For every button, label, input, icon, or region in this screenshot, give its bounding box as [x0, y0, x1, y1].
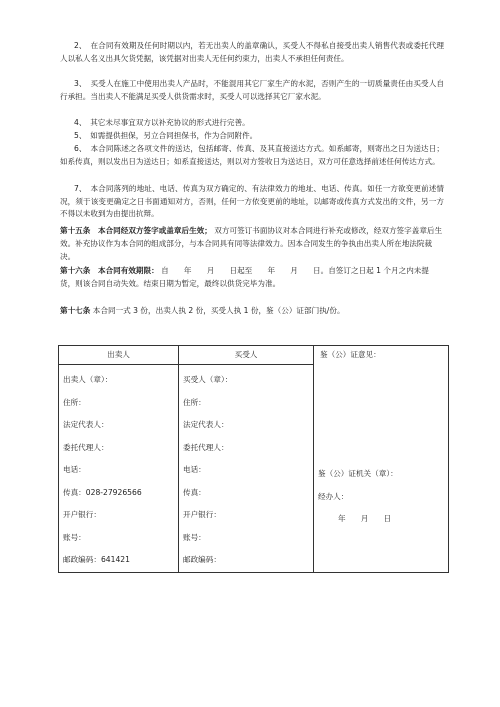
seller-column: [59, 346, 179, 573]
article-15-heading: 第十五条 本合同经双方签字或盖章后生效；: [60, 226, 212, 235]
clause-7-text: 7、 本合同落列的地址、电话、传真为双方确定的、有法律效力的地址、电话、传真。如任一方欲变更前述情况，须于该变更确定之日书面通知对方，否则，任何一方依变更前的地址，以邮寄或传真方式发出的文件，另一方不得以未收到为由提出抗辩。: [60, 184, 444, 219]
clause-5-text: 5、 如需提供担保，另立合同担保书，作为合同附件。: [74, 131, 258, 140]
article-17-body: 本合同一式 3 份，出卖人执 2 份，买受人执 1 份，鉴（公）证部门执/份。: [92, 306, 345, 315]
clause-2-text: 2、 在合同有效期及任何时期以内，若无出卖人的盖章确认，买受人不得私自接受出卖人销售代表或委托代理人以私人名义出具欠货凭据，该凭据对出卖人无任何约束力，出卖人不承担任何责任。: [60, 41, 444, 63]
article-16-heading: 第十六条 本合同有效期限：: [60, 266, 159, 275]
article-16: [60, 265, 444, 291]
clause-6: [60, 143, 444, 168]
clause-3: [60, 78, 444, 103]
signature-table: [58, 345, 449, 573]
clause-4-text: 4、 其它未尽事宜双方以补充协议的形式进行完善。: [74, 118, 250, 127]
seller-account-field: 账号：: [63, 532, 86, 542]
article-17: [60, 305, 444, 318]
notary-column: [314, 346, 449, 573]
article-16-body: 自 年 月 日起至 年 月 日。自签订之日起 1 个月之内未提货，则该合同自动失效。结束日期为暂定，最终以供货完毕为准。: [60, 266, 429, 288]
clause-4: [60, 117, 444, 130]
clause-2: [60, 40, 444, 65]
seller-phone-field: 电话：: [63, 465, 86, 474]
buyer-header: 买受人: [179, 346, 313, 365]
article-15: [60, 225, 444, 263]
seller-agent-field: 委托代理人：: [63, 442, 109, 452]
notary-handler-field: 经办人：: [318, 491, 349, 501]
clause-6-text: 6、 本合同陈述之各项文件的送达，包括邮寄、传真、及其直接送达方式。如系邮寄，则寄出之日为送达日；如系传真，则以发出日为送达日；如系直接送达，则以对方签收日为送达日，双方可任意选择前述任何传达方式。: [60, 144, 444, 166]
buyer-account-field: 账号：: [183, 532, 206, 542]
seller-fax-field: 传真：028-27926566: [63, 487, 142, 497]
seller-seal-field: 出卖人（章）：: [63, 375, 113, 384]
buyer-fax-field: 传真：: [183, 487, 206, 497]
article-17-heading: 第十七条: [60, 306, 91, 315]
seller-postcode-field: 邮政编码：641421: [63, 555, 130, 564]
notary-authority-seal-field: 鉴（公）证机关（章）：: [318, 469, 398, 478]
seller-address-field: 住所：: [63, 397, 86, 407]
seller-bank-field: 开户银行：: [63, 510, 101, 519]
buyer-phone-field: 电话：: [183, 465, 206, 474]
buyer-address-field: 住所：: [183, 397, 206, 407]
seller-header: 出卖人: [59, 346, 178, 365]
buyer-agent-field: 委托代理人：: [183, 442, 229, 452]
notary-date-field: 年 月 日: [338, 514, 392, 523]
clause-5: [60, 130, 444, 143]
buyer-bank-field: 开户银行：: [183, 510, 221, 519]
buyer-postcode-field: 邮政编码：: [183, 555, 221, 564]
notary-opinion-label: 鉴（公）证意见：: [320, 350, 381, 359]
buyer-legal-rep-field: 法定代表人：: [183, 420, 229, 429]
buyer-column: [179, 346, 314, 573]
buyer-seal-field: 买受人（章）：: [183, 375, 233, 384]
seller-legal-rep-field: 法定代表人：: [63, 420, 109, 429]
article-15-body: 双方可签订书面协议对本合同进行补充或修改，经双方签字盖章后生效。补充协议作为本合同的组成部分，与本合同具有同等法律效力。因本合同发生的争执由出卖人所在地法院裁决。: [60, 226, 443, 261]
clause-7: [60, 183, 444, 221]
clause-3-text: 3、 买受人在施工中使用出卖人产品时，不能混用其它厂家生产的水泥，否则产生的一切质量责任由买受人自行承担。当出卖人不能满足买受人供货需求时，买受人可以选择其它厂家水泥。: [60, 79, 444, 101]
